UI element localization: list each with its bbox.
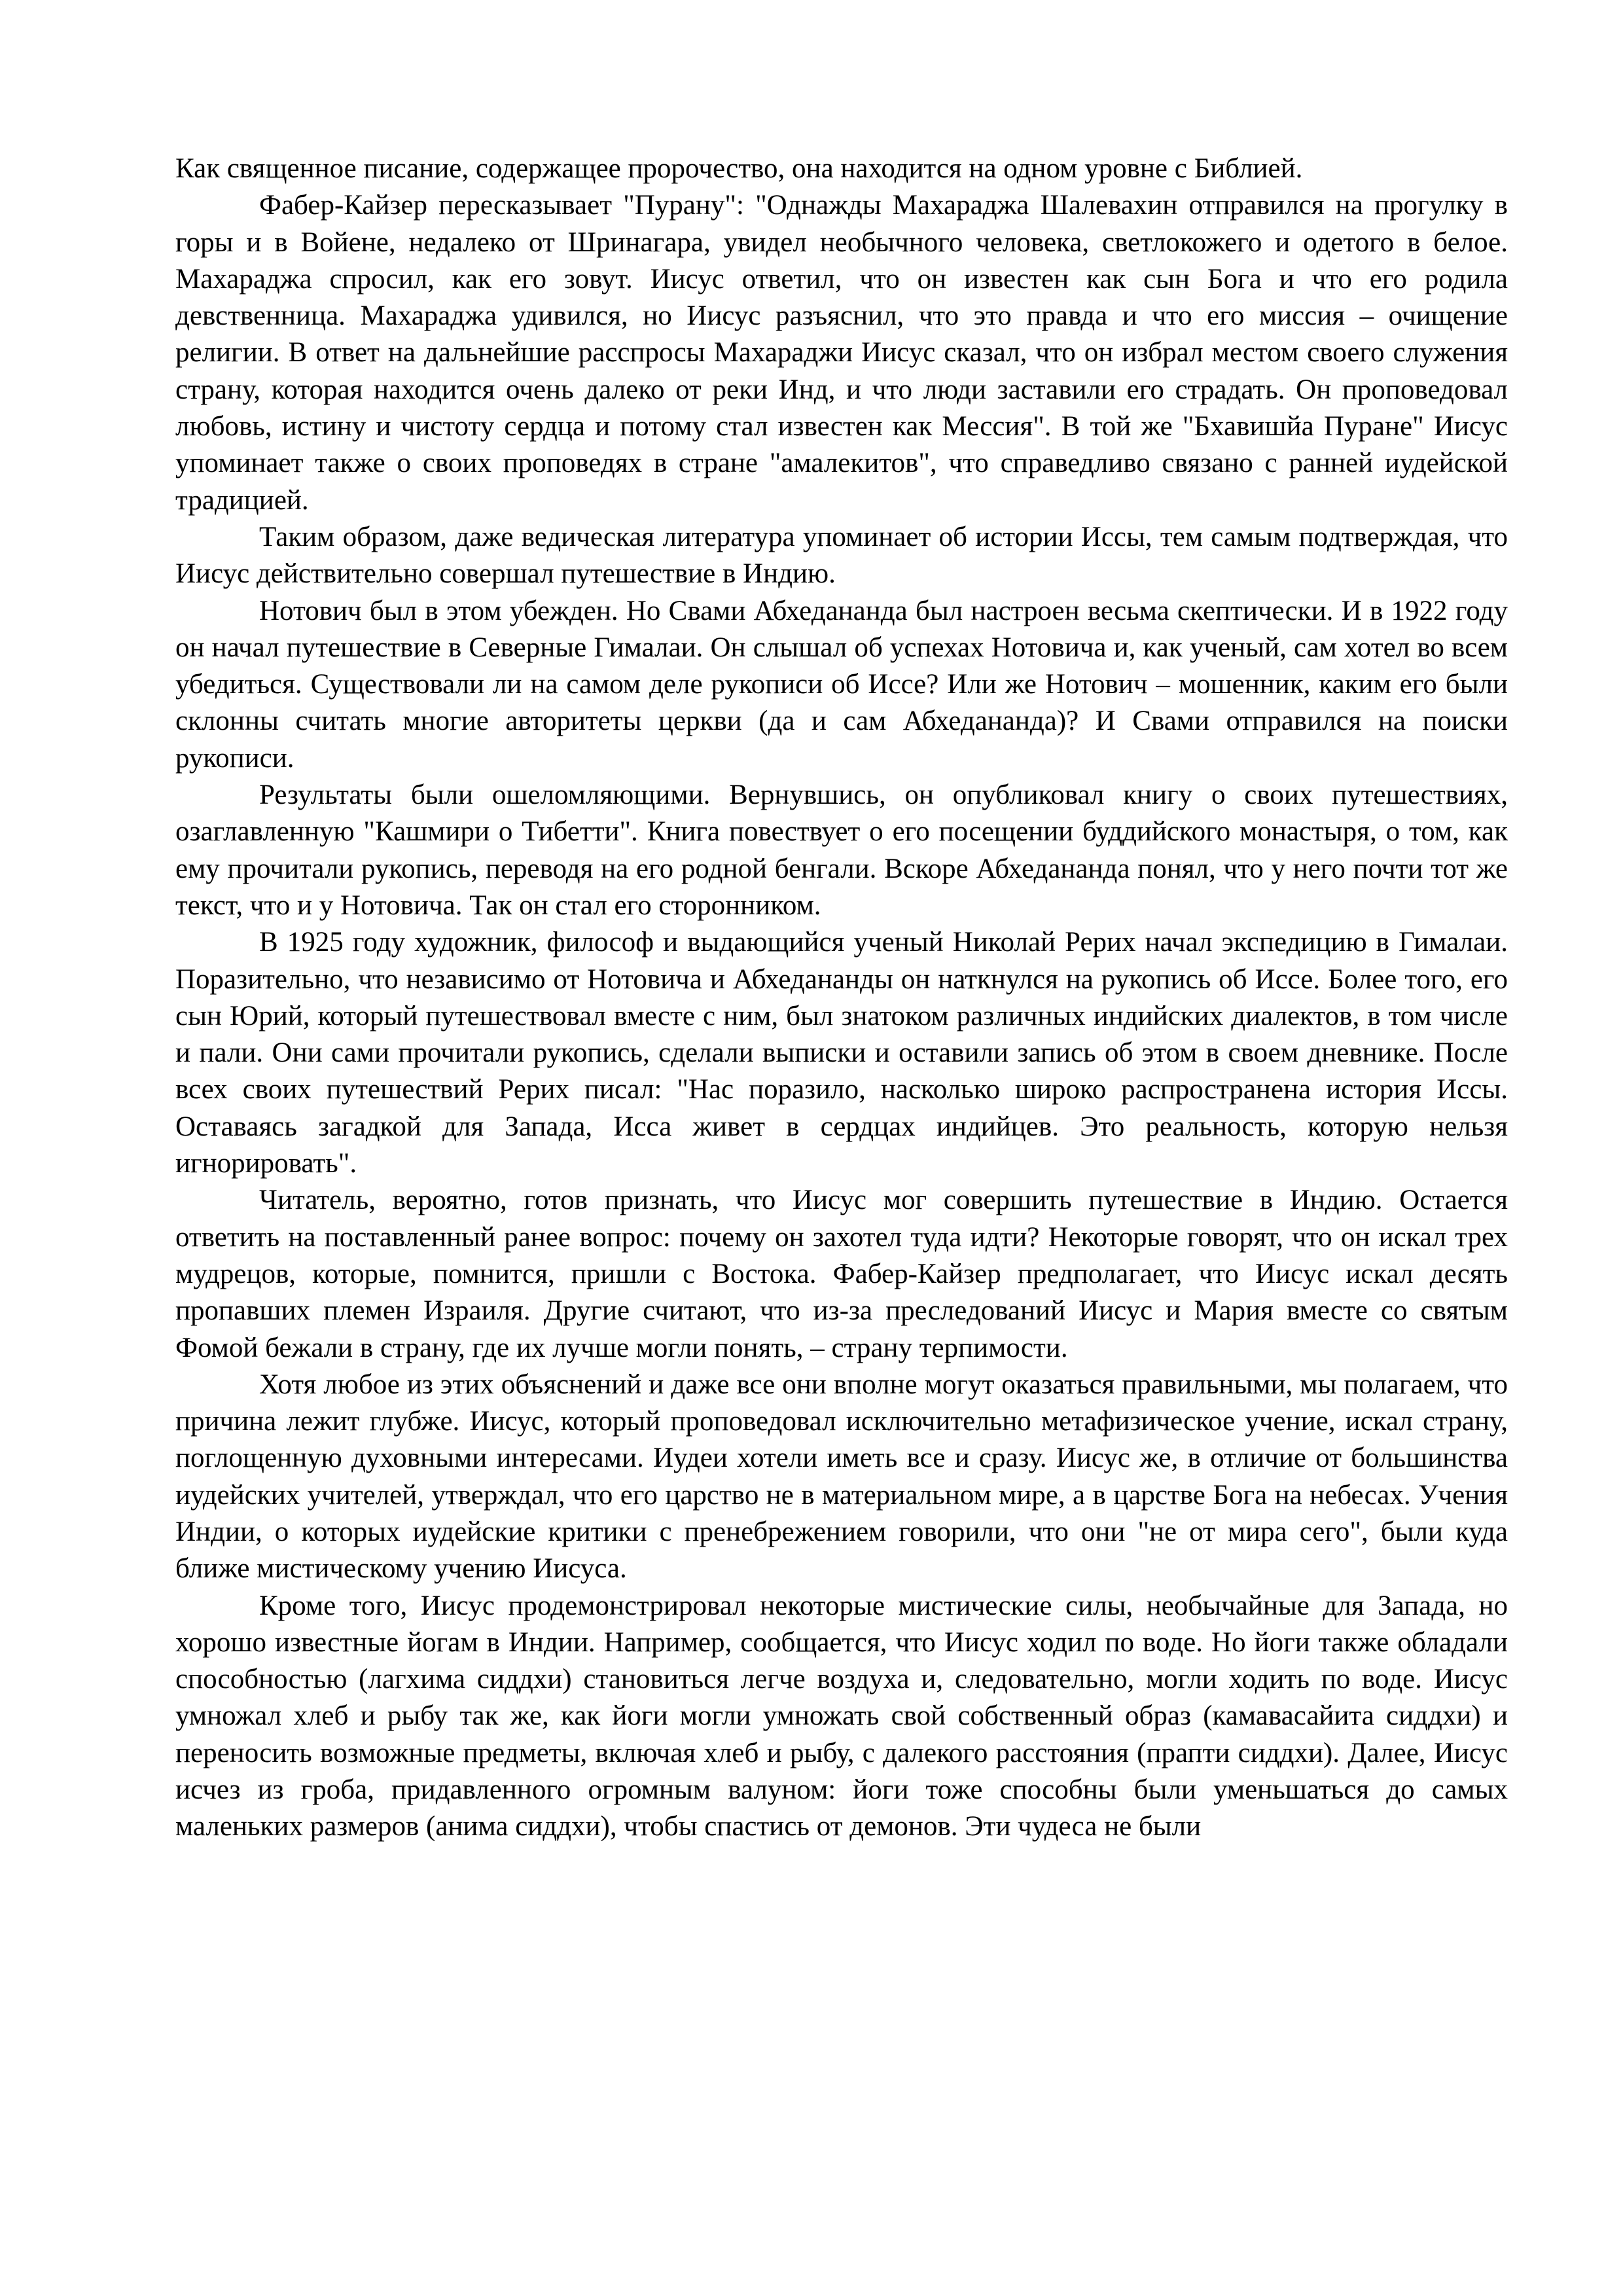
paragraph-7: Читатель, вероятно, готов признать, что Иисус мог совершить путешествие в Индию. Остается ответить на поставленный ранее вопрос: почему он захотел туда идти? Некоторые говорят, что он искал трех мудрецов, которые, помнится, пришли с Востока. Фабер-Кайзер предполагает, что Иисус искал десять пропавших племен Израиля. Другие считают, что из-за преследований Иисус и Мария вместе со святым Фомой бежали в страну, где их лучше могли понять, – страну терпимости. [175,1185,1508,1363]
paragraph-8: Хотя любое из этих объяснений и даже все они вполне могут оказаться правильными, мы полагаем, что причина лежит глубже. Иисус, который проповедовал исключительно метафизическое учение, искал страну, поглощенную духовными интересами. Иудеи хотели иметь все и сразу. Иисус же, в отличие от большинства иудейских учителей, утверждал, что его царство не в материальном мире, а в царстве Бога на небесах. Учения Индии, о которых иудейские критики с пренебрежением говорили, что они "не от мира сего", были куда ближе мистическому учению Иисуса. [175,1369,1508,1585]
paragraph-2: Фабер-Кайзер пересказывает "Пурану": "Однажды Махараджа Шалевахин отправился на прогулку в горы и в Войене, недалеко от Шринагара, увидел необычного человека, светлокожего и одетого в белое. Махараджа спросил, как его зовут. Иисус ответил, что он известен как сын Бога и что его родила девственница. Махараджа удивился, но Иисус разъяснил, что это правда и что его миссия – очищение религии. В ответ на дальнейшие расспросы Махараджи Иисус сказал, что он избрал местом своего служения страну, которая находится очень далеко от реки Инд, и что люди заставили его страдать. Он проповедовал любовь, истину и чистоту сердца и потому стал известен как Мессия". В той же "Бхавишйа Пуране" Иисус упоминает также о своих проповедях в стране "амалекитов", что справедливо связано с ранней иудейской традицией. [175,190,1508,516]
paragraph-3: Таким образом, даже ведическая литература упоминает об истории Иссы, тем самым подтверждая, что Иисус действительно совершал путешествие в Индию. [175,521,1508,590]
paragraph-9: Кроме того, Иисус продемонстрировал некоторые мистические силы, необычайные для Запада, но хорошо известные йогам в Индии. Например, сообщается, что Иисус ходил по воде. Но йоги также обладали способностью (лагхима сиддхи) становиться легче воздуха и, следовательно, могли ходить по воде. Иисус умножал хлеб и рыбу так же, как йоги могли умножать свой собственный образ (камавасайита сиддхи) и переносить возможные предметы, включая хлеб и рыбу, с далекого расстояния (прапти сиддхи). Далее, Иисус исчез из гроба, придавленного огромным валуном: йоги тоже способны были уменьшаться до самых маленьких размеров (анима сиддхи), чтобы спастись от демонов. Эти чудеса не были [175,1590,1508,1842]
paragraph-5: Результаты были ошеломляющими. Вернувшись, он опубликовал книгу о своих путешествиях, озаглавленную "Кашмири о Тибетти". Книга повествует о его посещении буддийского монастыря, о том, как ему прочитали рукопись, переводя на его родной бенгали. Вскоре Абхедананда понял, что у него почти тот же текст, что и у Нотовича. Так он стал его сторонником. [175,780,1508,921]
paragraph-1: Как священное писание, содержащее пророчество, она находится на одном уровне с Библией. [175,153,1303,184]
page-text-body [175,151,1508,1846]
paragraph-6: В 1925 году художник, философ и выдающийся ученый Николай Рерих начал экспедицию в Гималаи. Поразительно, что независимо от Нотовича и Абхедананды он наткнулся на рукопись об Иссе. Более того, его сын Юрий, который путешествовал вместе с ним, был знатоком различных индийских диалектов, в том числе и пали. Они сами прочитали рукопись, сделали выписки и оставили запись об этом в своем дневнике. После всех своих путешествий Рерих писал: "Нас поразило, насколько широко распространена история Иссы. Оставаясь загадкой для Запада, Исса живет в сердцах индийцев. Это реальность, которую нельзя игнорировать". [175,927,1508,1179]
paragraph-4: Нотович был в этом убежден. Но Свами Абхедананда был настроен весьма скептически. И в 1922 году он начал путешествие в Северные Гималаи. Он слышал об успехах Нотовича и, как ученый, сам хотел во всем убедиться. Существовали ли на самом деле рукописи об Иссе? Или же Нотович – мошенник, каким его были склонны считать многие авторитеты церкви (да и сам Абхедананда)? И Свами отправился на поиски рукописи. [175,595,1508,774]
